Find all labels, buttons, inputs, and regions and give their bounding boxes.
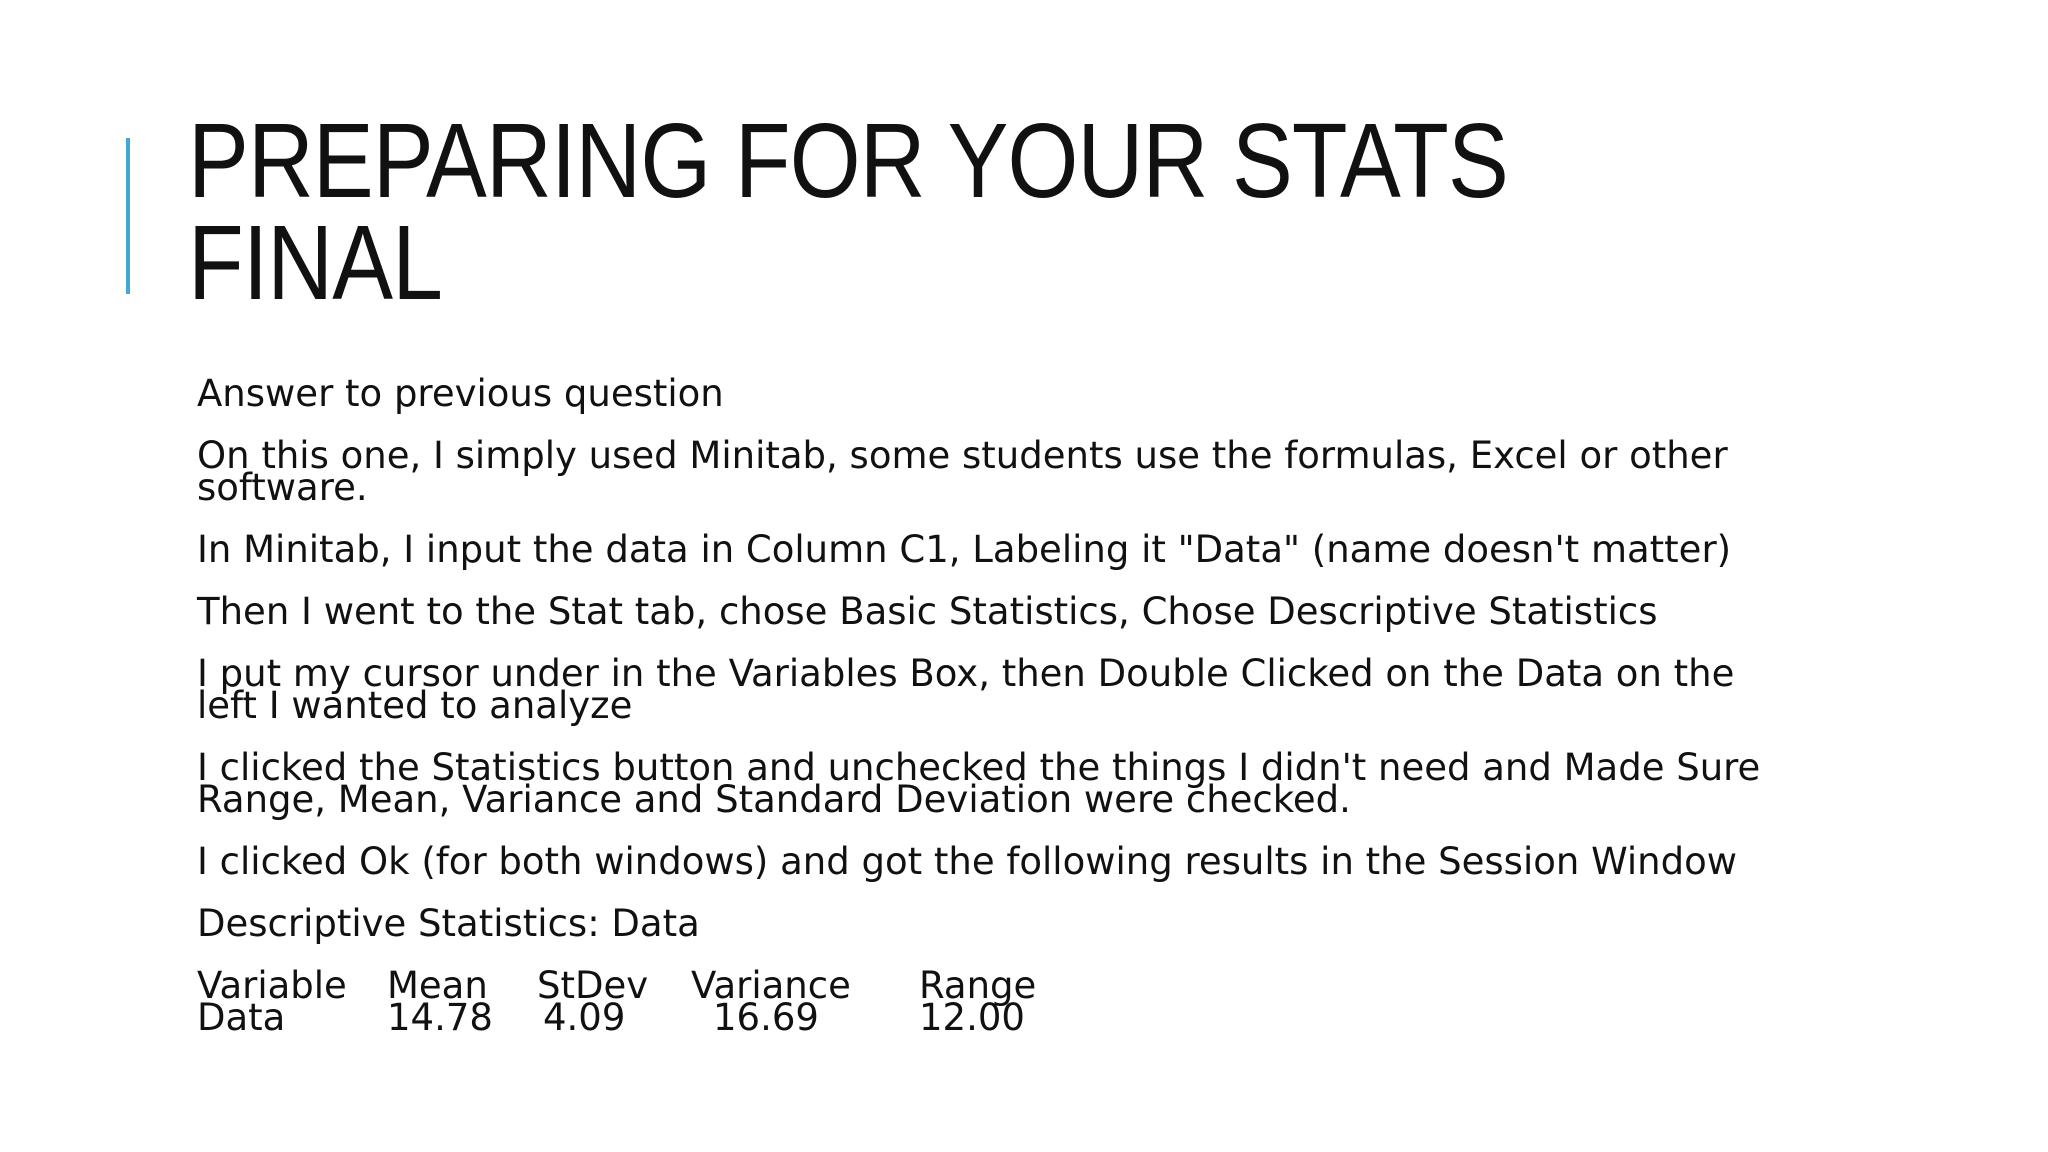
title-accent-bar <box>126 138 130 294</box>
paragraph-results-heading: Descriptive Statistics: Data <box>197 902 700 945</box>
cell-variance: 16.69 <box>713 996 819 1039</box>
header-variance: Variance <box>691 964 851 1007</box>
paragraph-input-data: In Minitab, I input the data in Column C1, Labeling it "Data" (name doesn't matter) <box>197 528 1732 571</box>
slide-title-line-1: PREPARING FOR YOUR STATS <box>188 102 1508 220</box>
cell-range: 12.00 <box>919 996 1025 1039</box>
cell-stdev: 4.09 <box>543 996 626 1039</box>
paragraph-clicked-ok: I clicked Ok (for both windows) and got the following results in the Session Window <box>197 840 1737 883</box>
cell-mean: 14.78 <box>387 996 493 1039</box>
header-variable: Variable <box>197 964 347 1007</box>
slide-body <box>197 372 1797 1039</box>
paragraph-stat-tab: Then I went to the Stat tab, chose Basic Statistics, Chose Descriptive Statistics <box>197 590 1658 633</box>
header-mean: Mean <box>387 964 488 1007</box>
paragraph-answer-heading: Answer to previous question <box>197 372 724 415</box>
header-stdev: StDev <box>537 964 649 1007</box>
header-range: Range <box>919 964 1037 1007</box>
slide-title <box>188 102 1702 322</box>
paragraph-statistics-button: I clicked the Statistics button and unchecked the things I didn't need and Made Sure Range, Mean, Variance and Standard Deviation were checked. <box>197 746 1761 821</box>
cell-variable: Data <box>197 996 286 1039</box>
paragraph-minitab-intro: On this one, I simply used Minitab, some students use the formulas, Excel or other software. <box>197 434 1728 509</box>
results-table <box>197 964 1059 1039</box>
paragraph-variables-box: I put my cursor under in the Variables Box, then Double Clicked on the Data on the left I wanted to analyze <box>197 652 1735 727</box>
slide-title-line-2: FINAL <box>188 204 443 322</box>
